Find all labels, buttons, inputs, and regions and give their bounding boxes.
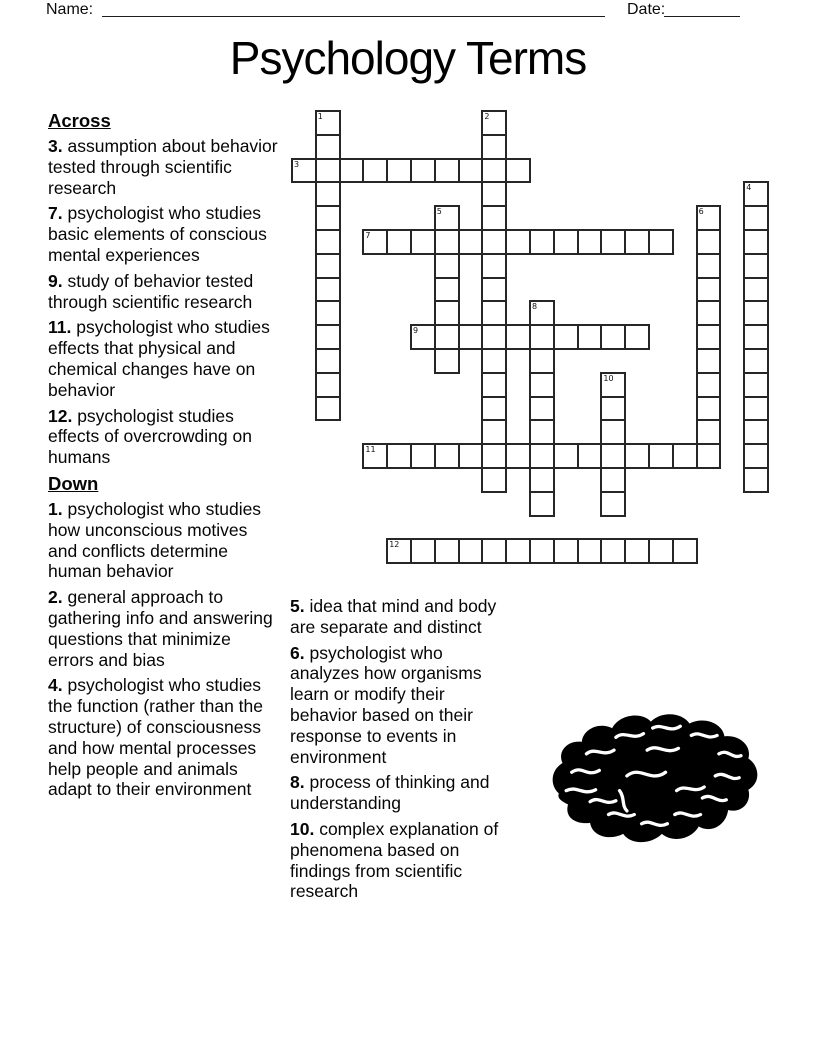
grid-cell[interactable] [743,396,769,422]
clue-text: general approach to gathering info and answering questions that minimize errors and bias [48,587,273,670]
grid-cell[interactable] [577,443,603,469]
page-title: Psychology Terms [229,32,587,84]
down-clue-list-middle [290,596,509,902]
grid-cell[interactable] [434,300,460,326]
grid-cell[interactable] [315,253,341,279]
grid-cell[interactable] [672,443,698,469]
grid-cell[interactable] [315,396,341,422]
grid-cell[interactable] [315,324,341,350]
grid-cell[interactable] [696,348,722,374]
grid-cell-number: 8 [532,302,538,312]
grid-cell[interactable] [315,134,341,160]
grid-cell[interactable] [600,467,626,493]
clue-text: psychologist who analyzes how organisms learn or modify their behavior based on their response to events in environment [290,642,482,767]
grid-cell[interactable] [410,324,436,350]
grid-cell[interactable] [600,324,626,350]
grid-cell[interactable] [386,229,412,255]
grid-cell[interactable] [458,538,484,564]
grid-cell[interactable] [624,229,650,255]
clue-number: 10. [290,818,315,839]
grid-cell[interactable] [434,443,460,469]
clue-4 [48,675,281,800]
grid-cell[interactable] [743,467,769,493]
grid-cell[interactable] [577,538,603,564]
grid-cell[interactable] [672,538,698,564]
grid-cell[interactable] [505,538,531,564]
grid-cell[interactable] [481,467,507,493]
grid-cell-number: 1 [317,112,323,121]
clue-1 [48,499,281,582]
grid-cell[interactable] [529,419,555,445]
grid-cell[interactable] [743,277,769,303]
grid-cell[interactable] [481,229,507,255]
across-heading: Across [48,110,111,131]
clue-number: 12. [48,405,73,426]
grid-cell[interactable] [529,443,555,469]
clue-number: 4. [48,675,63,696]
clue-6 [290,643,509,768]
grid-cell[interactable] [696,419,722,445]
grid-cell[interactable] [458,443,484,469]
grid-cell[interactable] [505,324,531,350]
grid-cell[interactable] [743,205,769,231]
grid-cell[interactable] [505,443,531,469]
grid-cell[interactable] [600,443,626,469]
grid-cell[interactable] [553,443,579,469]
grid-cell[interactable] [362,229,388,255]
grid-cell[interactable] [624,443,650,469]
grid-cell[interactable] [481,253,507,279]
grid-cell[interactable] [600,229,626,255]
clue-number: 7. [48,203,63,224]
grid-cell[interactable] [648,538,674,564]
clues-left-column [48,110,281,805]
grid-cell[interactable] [624,324,650,350]
grid-cell[interactable] [696,205,722,231]
grid-cell[interactable] [362,443,388,469]
grid-cell[interactable] [529,324,555,350]
grid-cell[interactable] [481,396,507,422]
grid-cell[interactable] [696,396,722,422]
grid-cell[interactable] [553,538,579,564]
grid-cell[interactable] [624,538,650,564]
grid-cell[interactable] [481,324,507,350]
grid-cell[interactable] [410,443,436,469]
grid-cell[interactable] [410,538,436,564]
grid-cell-number: 4 [746,183,752,193]
grid-cell[interactable] [553,324,579,350]
grid-cell[interactable] [315,300,341,326]
grid-cell[interactable] [481,205,507,231]
grid-cell[interactable] [458,324,484,350]
grid-cell[interactable] [648,229,674,255]
grid-cell[interactable] [434,229,460,255]
grid-cell[interactable] [600,396,626,422]
grid-cell[interactable] [481,277,507,303]
clue-2 [48,587,281,670]
grid-cell-number: 3 [294,159,300,169]
grid-cell[interactable] [505,229,531,255]
grid-cell[interactable] [434,324,460,350]
grid-cell[interactable] [410,158,436,184]
clue-text: complex explanation of phenomena based on findings from scientific research [290,818,499,902]
grid-cell[interactable] [529,348,555,374]
down-heading: Down [48,472,99,494]
grid-cell[interactable] [386,443,412,469]
grid-cell[interactable] [481,134,507,160]
clue-5 [290,596,509,638]
clue-number: 11. [48,317,72,338]
clue-number: 8. [290,772,305,793]
grid-cell-number: 11 [365,445,376,455]
clue-number: 1. [48,498,63,519]
grid-cell[interactable] [743,419,769,445]
grid-cell[interactable] [315,158,341,184]
clue-text: psychologist who studies the function (rather than the structure) of consciousness and how mental processes help people and animals adapt to their environment [48,675,263,800]
grid-cell[interactable] [743,253,769,279]
grid-cell[interactable] [315,110,341,136]
clue-text: assumption about behavior tested through scientific research [48,136,278,198]
grid-cell[interactable] [743,181,769,207]
grid-cell-number: 10 [603,373,614,383]
grid-cell[interactable] [291,158,317,184]
grid-cell[interactable] [696,372,722,398]
grid-cell[interactable] [600,538,626,564]
grid-cell[interactable] [743,229,769,255]
down-clue-list-left [48,499,281,800]
grid-cell[interactable] [577,229,603,255]
grid-cell[interactable] [743,300,769,326]
clue-number: 2. [48,587,63,608]
grid-cell-number: 9 [413,326,419,336]
clue-number: 9. [48,270,63,291]
grid-cell[interactable] [315,205,341,231]
clue-12 [48,406,281,468]
grid-cell[interactable] [458,158,484,184]
grid-cell[interactable] [481,443,507,469]
name-label: Name: [46,1,94,18]
grid-cell[interactable] [743,348,769,374]
grid-cell[interactable] [315,229,341,255]
grid-cell[interactable] [481,419,507,445]
clue-text: psychologist who studies effects that physical and chemical changes have on behavior [48,317,270,400]
clue-9 [48,271,281,313]
grid-cell[interactable] [696,324,722,350]
grid-cell[interactable] [529,396,555,422]
grid-cell[interactable] [696,229,722,255]
clue-text: study of behavior tested through scientific research [48,270,254,312]
across-clue-list [48,136,281,468]
clue-11 [48,317,281,400]
clue-8 [290,772,509,814]
clue-text: idea that mind and body are separate and distinct [290,596,497,637]
clue-10 [290,819,509,902]
grid-cell[interactable] [410,229,436,255]
grid-cell[interactable] [434,253,460,279]
grid-cell[interactable] [529,491,555,517]
grid-cell[interactable] [600,419,626,445]
clue-7 [48,203,281,265]
grid-cell[interactable] [577,324,603,350]
grid-cell[interactable] [743,443,769,469]
grid-cell[interactable] [434,205,460,231]
grid-cell-number: 7 [365,231,371,240]
grid-cell[interactable] [529,300,555,326]
clue-text: psychologist who studies how unconscious motives and conflicts determine human behavior [48,498,262,582]
grid-cell[interactable] [481,110,507,136]
grid-cell[interactable] [386,158,412,184]
grid-cell[interactable] [696,300,722,326]
grid-cell[interactable] [529,372,555,398]
clue-number: 5. [290,596,305,616]
grid-cell[interactable] [529,538,555,564]
grid-cell[interactable] [481,158,507,184]
grid-cell[interactable] [458,229,484,255]
grid-cell[interactable] [386,538,412,564]
date-label: Date: [627,1,666,18]
grid-cell[interactable] [315,348,341,374]
grid-cell[interactable] [696,443,722,469]
grid-cell[interactable] [743,324,769,350]
grid-cell[interactable] [505,158,531,184]
clue-text: psychologist who studies basic elements of conscious mental experiences [48,203,267,265]
grid-cell[interactable] [600,491,626,517]
grid-cell[interactable] [481,300,507,326]
grid-cell[interactable] [481,181,507,207]
clue-3 [48,136,281,198]
grid-cell[interactable] [481,538,507,564]
grid-cell[interactable] [553,229,579,255]
grid-cell[interactable] [648,443,674,469]
grid-cell-number: 2 [484,112,490,121]
grid-cell[interactable] [696,253,722,279]
grid-cell[interactable] [315,277,341,303]
clue-number: 3. [48,136,63,156]
grid-cell-number: 5 [436,207,442,217]
grid-cell[interactable] [434,348,460,374]
grid-cell[interactable] [339,158,365,184]
clue-text: process of thinking and understanding [290,772,490,814]
grid-cell[interactable] [362,158,388,184]
grid-cell[interactable] [743,372,769,398]
grid-cell[interactable] [529,467,555,493]
grid-cell-number: 12 [389,540,400,550]
grid-cell[interactable] [696,277,722,303]
brain-image [537,706,761,844]
grid-cell-number: 6 [698,207,704,217]
grid-cell[interactable] [315,372,341,398]
grid-cell[interactable] [529,229,555,255]
grid-cell[interactable] [481,348,507,374]
clues-middle-column [290,596,509,907]
clue-number: 6. [290,642,305,663]
grid-cell[interactable] [434,158,460,184]
grid-cell[interactable] [434,277,460,303]
grid-cell[interactable] [434,538,460,564]
clue-text: psychologist studies effects of overcrowding on humans [48,405,252,468]
grid-cell[interactable] [481,372,507,398]
grid-cell[interactable] [315,181,341,207]
grid-cell[interactable] [600,372,626,398]
